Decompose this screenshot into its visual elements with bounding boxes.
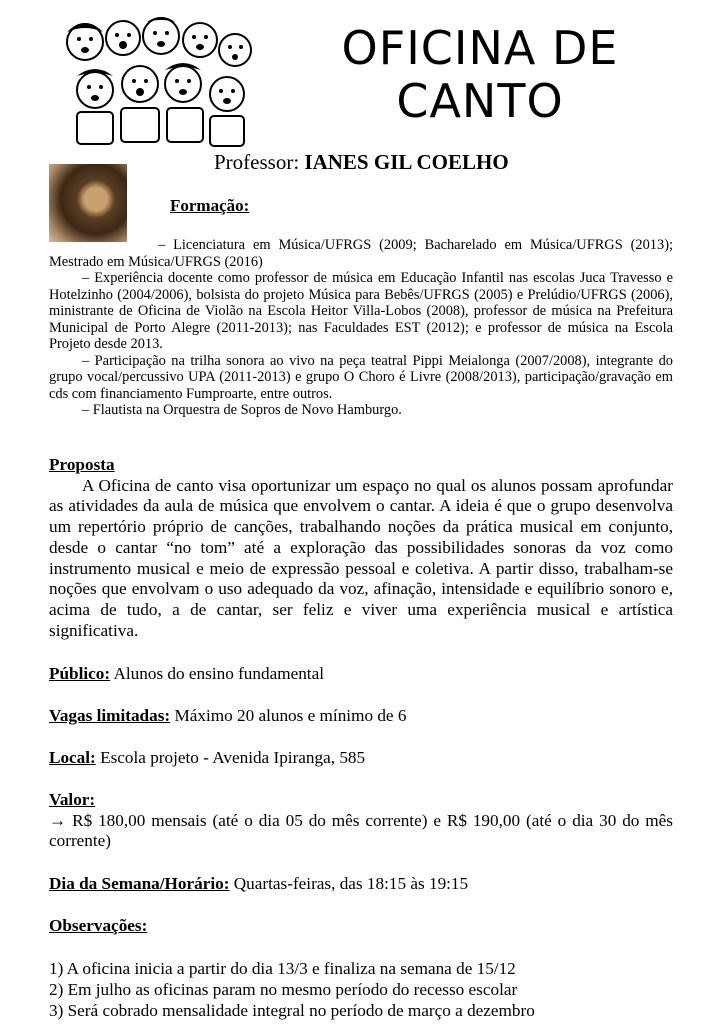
vagas-value: Máximo 20 alunos e mínimo de 6 [170,706,407,725]
dia-line [49,874,468,894]
professor-label: Professor: [214,150,300,174]
formacao-list [49,237,673,419]
vagas-line [49,706,406,726]
title-line-1: OFICINA DE [341,21,619,75]
formacao-item: – Flautista na Orquestra de Sopros de Novo Hamburgo. [82,402,402,418]
dia-value: Quartas-feiras, das 18:15 às 19:15 [229,874,469,893]
observacoes-heading-text: Observações: [49,916,148,935]
local-value: Escola projeto - Avenida Ipiranga, 585 [95,748,366,767]
formacao-item: – Participação na trilha sonora ao vivo na peça teatral Pippi Meialonga (2007/2008), integrante do grupo vocal/percussivo UPA (2011-2013) e grupo O Choro é Livre (2008/2013), participação/gravação em cds com financiamento Fumproarte, entre outros. [49,352,673,402]
observacao-item: 1) A oficina inicia a partir do dia 13/3 e finaliza na semana de 15/12 [49,959,516,978]
formacao-item: – Experiência docente como professor de música em Educação Infantil nas escolas Juca Travesso e Hotelzinho (2004/2006), bolsista do projeto Música para Bebês/UFRGS (2005) e Prelúdio/UFRGS (2006), ministrante de Oficina de Violão na Escola Heitor Villa-Lobos (2008), professor de música na Prefeitura Municipal de Porto Alegre (2011-2013); nas Faculdades EST (2012); e professor de música na Escola Projeto desde 2013. [49,270,673,352]
singing-children-clipart [55,12,265,152]
valor-text-line [49,811,673,852]
valor-label: Valor: [49,790,96,809]
local-line [49,748,365,768]
observacoes-list [49,958,673,1021]
observacao-item: 3) Será cobrado mensalidade integral no período de março a dezembro [49,1001,535,1020]
proposta-section [49,455,673,641]
professor-name: IANES GIL COELHO [304,150,509,174]
formacao-heading: Formação: [170,196,250,215]
observacao-item: 2) Em julho as oficinas param no mesmo período do recesso escolar [49,980,518,999]
valor-text: R$ 180,00 mensais (até o dia 05 do mês corrente) e R$ 190,00 (até o dia 30 do mês corrente) [49,810,673,851]
local-label: Local: [49,748,96,767]
vagas-label: Vagas limitadas: [49,706,171,725]
valor-section [49,790,673,852]
arrow-icon: → [49,810,67,830]
professor-photo [49,164,127,242]
dia-label: Dia da Semana/Horário: [49,874,230,893]
publico-label: Público: [49,664,111,683]
publico-line [49,664,324,684]
observacoes-heading [49,916,147,936]
proposta-heading: Proposta [49,455,115,474]
publico-value: Alunos do ensino fundamental [110,664,324,683]
proposta-text: A Oficina de canto visa oportunizar um espaço no qual os alunos possam aprofundar as atividades da aula de música que envolvem o cantar. A ideia é que o grupo desenvolva um repertório próprio de canções, trabalhando noções da prática musical em conjunto, desde o cantar “no tom” até a exploração das possibilidades sonoras da voz como instrumento musical e meio de expressão pessoal e coletiva. A partir disso, trabalham-se noções que envolvam o uso adequado da voz, afinação, intensidade e equilíbrio sonoro e, acima de tudo, a de cantar, ser feliz e viver uma experiência musical e artística significativa. [49,475,673,640]
formacao-item: – Licenciatura em Música/UFRGS (2009; Bacharelado em Música/UFRGS (2013); Mestrado em Música/UFRGS (2016) [49,237,673,270]
title-line-2: CANTO [396,74,564,128]
page-title [290,22,670,128]
professor-line [214,150,509,175]
